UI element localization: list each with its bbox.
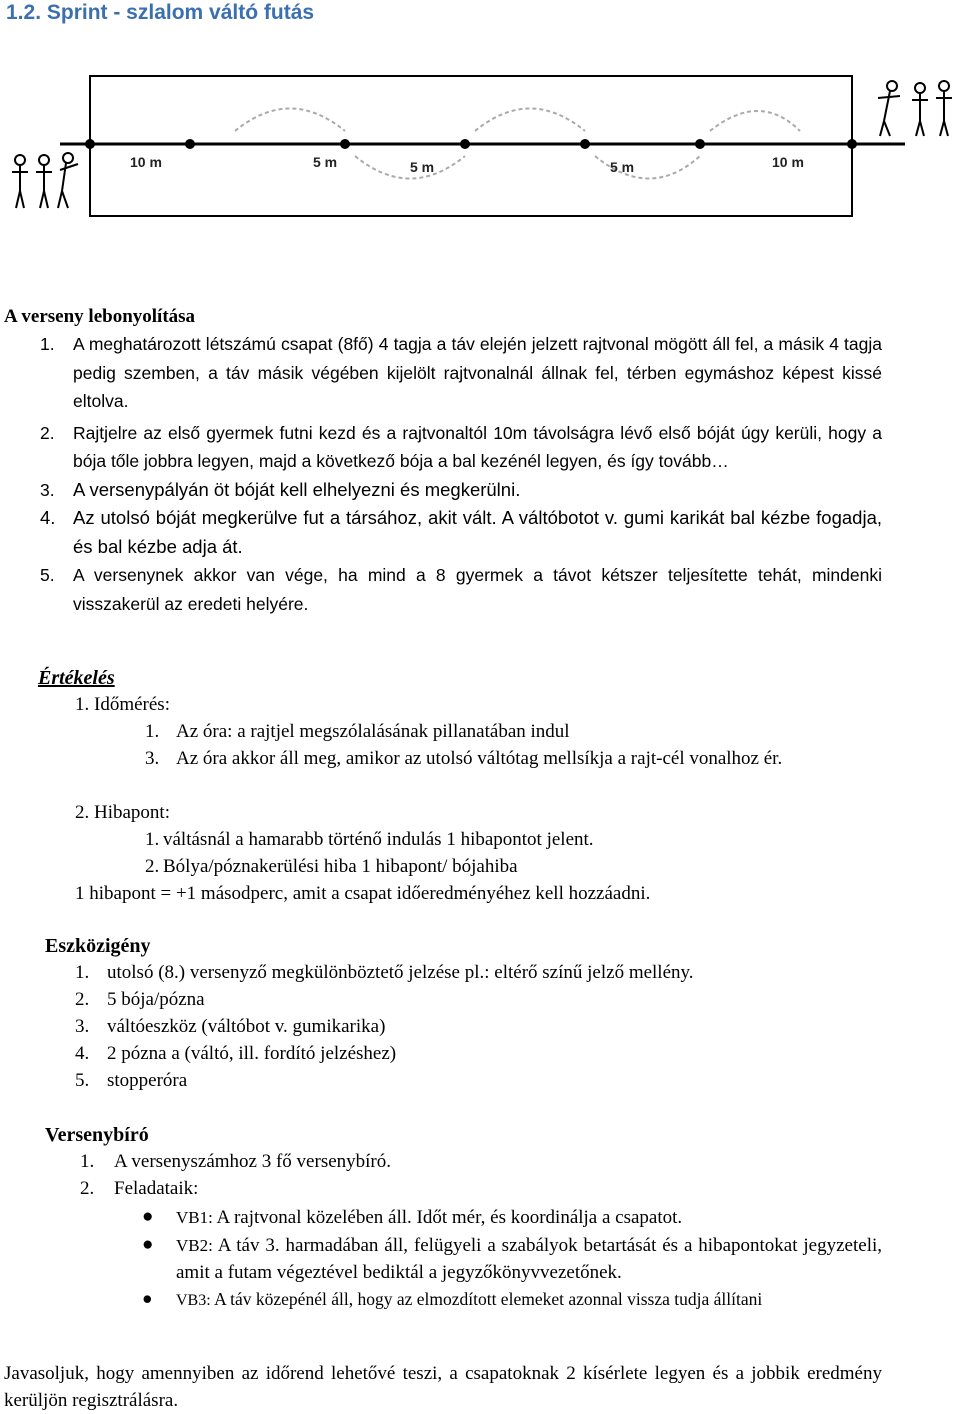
list-number: 2. xyxy=(80,1178,95,1199)
section-heading-ertekeles: Értékelés xyxy=(38,667,115,689)
page-title: 1.2. Sprint - szlalom váltó futás xyxy=(6,1,315,24)
list-number: 4. xyxy=(75,1043,90,1064)
list-item xyxy=(75,1040,875,1067)
section-heading-versenybiro: Versenybíró xyxy=(45,1124,149,1146)
list-number: 3. xyxy=(75,1016,90,1037)
list-number: 1. xyxy=(40,334,55,354)
list-item xyxy=(145,853,882,880)
distance-label-2: 5 m xyxy=(313,154,338,170)
rules-list xyxy=(40,330,882,618)
list-text: Az óra: a rajtjel megszólalásának pillanatában indul xyxy=(176,721,570,742)
judge-duty: A táv közepénél áll, hogy az elmozdított elemeket azonnal vissza tudja állítani xyxy=(214,1289,763,1309)
judge-duty: A táv 3. harmadában áll, felügyeli a szabályok betartását és a hibapontokat jegyzeteli, amit a futam végeztével bediktál a jegyzőkönyvvezetőnek. xyxy=(176,1235,883,1283)
equipment-list xyxy=(75,959,875,1094)
list-text: Az óra akkor áll meg, amikor az utolsó váltótag mellsíkja a rajt-cél vonalhoz ér. xyxy=(176,748,783,769)
list-number: 3. xyxy=(40,479,55,500)
list-number: 5. xyxy=(75,1070,90,1091)
distance-label-3: 5 m xyxy=(410,159,435,175)
bullet-icon: ● xyxy=(142,1288,153,1308)
bullet-item xyxy=(140,1204,882,1231)
list-text: váltóeszköz (váltóbot v. gumikarika) xyxy=(107,1016,386,1037)
subheading-hibapont: 2. Hibapont: xyxy=(75,802,170,823)
list-item xyxy=(40,330,882,416)
bullet-item xyxy=(140,1232,882,1286)
list-item xyxy=(145,745,882,772)
run-arc-5 xyxy=(710,111,800,131)
list-number: 1. xyxy=(145,721,160,742)
list-text: váltásnál a hamarabb történő indulás 1 hibapontot jelent. xyxy=(163,829,594,850)
list-text: Bólya/póznakerülési hiba 1 hibapont/ bójahiba xyxy=(163,856,518,877)
list-text: A versenyszámhoz 3 fő versenybíró. xyxy=(114,1151,392,1172)
left-team-figures xyxy=(12,153,78,208)
cone-3 xyxy=(460,139,470,149)
cone-4 xyxy=(580,139,590,149)
subheading-idomeres: 1. Időmérés: xyxy=(75,694,170,715)
judge-label: VB2: xyxy=(176,1236,213,1255)
distance-label-1: 10 m xyxy=(130,154,162,170)
list-item xyxy=(40,504,882,561)
penalty-list xyxy=(145,826,882,880)
list-text: Rajtjelre az első gyermek futni kezd és a rajtvonaltól 10m távolságra lévő első bóját úgy kerüli, hogy a bója tőle jobbra legyen, majd a következő bója a bal kezénél legyen, és így tovább… xyxy=(73,422,882,471)
list-text: utolsó (8.) versenyző megkülönböztető jelzése pl.: eltérő színű jelző mellény. xyxy=(107,962,694,983)
cone-5 xyxy=(695,139,705,149)
runner-figure xyxy=(58,153,78,208)
runner-figure xyxy=(12,155,28,208)
list-number: 2. xyxy=(145,856,160,877)
cone-1 xyxy=(185,139,195,149)
end-line-marker xyxy=(847,139,857,149)
list-item xyxy=(80,1148,880,1175)
run-arc-3 xyxy=(475,109,585,132)
list-text: A meghatározott létszámú csapat (8fő) 4 tagja a táv elején jelzett rajtvonal mögött áll fel, a másik 4 tagja pedig szemben, a táv másik végében kijelölt rajtvonalnál állnak fel, térben egymáshoz képest kissé eltolva. xyxy=(73,334,882,411)
bullet-icon: ● xyxy=(142,1234,154,1255)
distance-label-4: 5 m xyxy=(610,159,635,175)
penalty-note: 1 hibapont = +1 másodperc, amit a csapat időeredményéhez kell hozzáadni. xyxy=(75,883,651,904)
judges-list xyxy=(80,1148,880,1202)
list-text: 2 pózna a (váltó, ill. fordító jelzéshez) xyxy=(107,1043,397,1064)
runner-figure xyxy=(878,81,900,136)
section-heading-eszkozigeny: Eszközigény xyxy=(45,935,151,957)
list-text: Feladataik: xyxy=(114,1178,199,1199)
list-item xyxy=(80,1175,880,1202)
list-item xyxy=(145,718,882,745)
distance-label-5: 10 m xyxy=(772,154,804,170)
list-number: 2. xyxy=(40,422,55,443)
list-item xyxy=(75,1067,875,1094)
bullet-item xyxy=(140,1286,882,1314)
list-number: 1. xyxy=(80,1151,95,1172)
judge-label: VB1: xyxy=(176,1208,213,1227)
list-item xyxy=(40,419,882,476)
runner-figure xyxy=(36,155,52,208)
list-text: 5 bója/pózna xyxy=(107,989,205,1010)
list-text: A versenypályán öt bóját kell elhelyezni és megkerülni. xyxy=(73,478,521,500)
list-item xyxy=(75,1013,875,1040)
list-number: 2. xyxy=(75,989,90,1010)
run-arc-1 xyxy=(235,109,345,132)
list-item xyxy=(75,986,875,1013)
closing-paragraph: Javasoljuk, hogy amennyiben az időrend lehetővé teszi, a csapatoknak 2 kísérlete legyen és a jobbik eredmény kerüljön regisztrálásra. xyxy=(4,1363,882,1411)
list-number: 1. xyxy=(145,829,160,850)
judge-duty: A rajtvonal közelében áll. Időt mér, és koordinálja a csapatot. xyxy=(216,1207,683,1228)
timing-list xyxy=(145,718,882,772)
list-item xyxy=(145,826,882,853)
list-number: 5. xyxy=(40,565,55,585)
list-item xyxy=(40,476,882,505)
list-number: 1. xyxy=(75,962,90,983)
list-item xyxy=(75,959,875,986)
list-text: stopperóra xyxy=(107,1070,188,1091)
runner-figure xyxy=(912,83,928,136)
list-text: A versenynek akkor van vége, ha mind a 8 gyermek a távot kétszer teljesítette tehát, mindenki visszakerül az eredeti helyére. xyxy=(73,565,882,614)
right-team-figures xyxy=(878,81,952,136)
judge-label: VB3: xyxy=(176,1292,211,1309)
cone-2 xyxy=(340,139,350,149)
field-outline xyxy=(90,76,852,216)
list-number: 4. xyxy=(40,507,56,528)
section-heading-lebonyolitas: A verseny lebonyolítása xyxy=(4,306,196,327)
list-number: 3. xyxy=(145,748,160,769)
runner-figure xyxy=(936,81,952,136)
course-diagram xyxy=(0,36,960,226)
bullet-icon: ● xyxy=(142,1206,154,1227)
list-text: Az utolsó bóját megkerülve fut a társához, akit vált. A váltóbotot v. gumi karikát bal kézbe fogadja, és bal kézbe adja át. xyxy=(73,507,882,557)
start-line-marker xyxy=(85,139,95,149)
list-item xyxy=(40,561,882,618)
judge-duties-list xyxy=(140,1204,882,1314)
